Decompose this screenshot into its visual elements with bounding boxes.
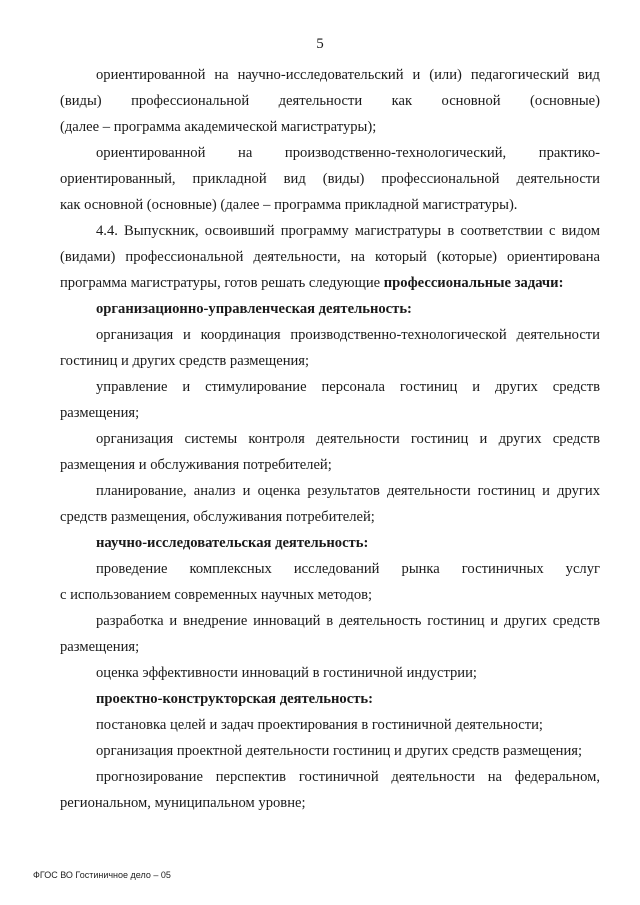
- line-text: гостиниц и других средств размещения;: [60, 353, 310, 369]
- line-text: как основной (основные) (далее – программа прикладной магистратуры).: [60, 197, 518, 213]
- text-line: [60, 244, 600, 270]
- line-text: размещения и обслуживания потребителей;: [60, 457, 332, 473]
- line-text: (видами) профессиональной деятельности, на который (которые) ориентирована: [60, 249, 600, 265]
- text-line: [60, 608, 600, 634]
- text-line: [60, 400, 600, 426]
- line-text: прогнозирование перспектив гостиничной деятельности на федеральном,: [96, 769, 600, 785]
- line-text: ориентированной на научно-исследовательский и (или) педагогический вид: [96, 67, 600, 83]
- line-text: управление и стимулирование персонала гостиниц и других средств: [96, 379, 600, 395]
- text-line: [60, 426, 600, 452]
- text-line: [60, 88, 600, 114]
- line-text: научно-исследовательская деятельность:: [96, 535, 369, 551]
- text-line: [60, 764, 600, 790]
- page-footer: ФГОС ВО Гостиничное дело – 05: [33, 870, 171, 880]
- text-line: [60, 582, 600, 608]
- line-text: организация проектной деятельности гостиниц и других средств размещения;: [96, 743, 583, 759]
- text-line: [60, 270, 600, 296]
- line-text: 4.4. Выпускник, освоивший программу магистратуры в соответствии с видом: [96, 223, 600, 239]
- text-line: [60, 192, 600, 218]
- line-text: организация и координация производственно-технологической деятельности: [96, 327, 600, 343]
- text-line: [60, 504, 600, 530]
- text-line: [60, 374, 600, 400]
- line-text: ориентированной на производственно-технологический, практико-: [96, 145, 600, 161]
- line-text: (виды) профессиональной деятельности как основной (основные): [60, 93, 600, 109]
- text-line: [60, 322, 600, 348]
- line-text: оценка эффективности инноваций в гостиничной индустрии;: [96, 665, 477, 681]
- line-text: организация системы контроля деятельности гостиниц и других средств: [96, 431, 600, 447]
- line-text: ориентированный, прикладной вид (виды) профессиональной деятельности: [60, 171, 600, 187]
- text-line: [60, 660, 600, 686]
- section-heading: [60, 530, 600, 556]
- text-line: [60, 556, 600, 582]
- line-text: организационно-управленческая деятельность:: [96, 301, 412, 317]
- section-heading: [60, 296, 600, 322]
- line-text: средств размещения, обслуживания потребителей;: [60, 509, 375, 525]
- text-line: [60, 790, 600, 816]
- text-line: [60, 348, 600, 374]
- text-line: [60, 140, 600, 166]
- line-text: программа магистратуры, готов решать следующие: [60, 275, 384, 291]
- line-text: планирование, анализ и оценка результатов деятельности гостиниц и других: [96, 483, 600, 499]
- text-line: [60, 478, 600, 504]
- line-text: с использованием современных научных методов;: [60, 587, 373, 603]
- line-text: (далее – программа академической магистратуры);: [60, 119, 377, 135]
- line-text: проведение комплексных исследований рынка гостиничных услуг: [96, 561, 600, 577]
- emphasized-text: профессиональные задачи:: [383, 275, 564, 291]
- text-line: [60, 738, 600, 764]
- text-line: [60, 452, 600, 478]
- line-text: размещения;: [60, 405, 140, 421]
- line-text: проектно-конструкторская деятельность:: [96, 691, 373, 707]
- text-line: [60, 634, 600, 660]
- text-line: [60, 62, 600, 88]
- line-text: разработка и внедрение инноваций в деятельность гостиниц и других средств: [96, 613, 600, 629]
- text-line: [60, 114, 600, 140]
- line-text: размещения;: [60, 639, 140, 655]
- text-line: [60, 166, 600, 192]
- text-line: [60, 218, 600, 244]
- text-line: [60, 712, 600, 738]
- page-number: 5: [316, 36, 324, 52]
- line-text: постановка целей и задач проектирования в гостиничной деятельности;: [96, 717, 543, 733]
- section-heading: [60, 686, 600, 712]
- document-body: [60, 62, 600, 816]
- line-text: региональном, муниципальном уровне;: [60, 795, 306, 811]
